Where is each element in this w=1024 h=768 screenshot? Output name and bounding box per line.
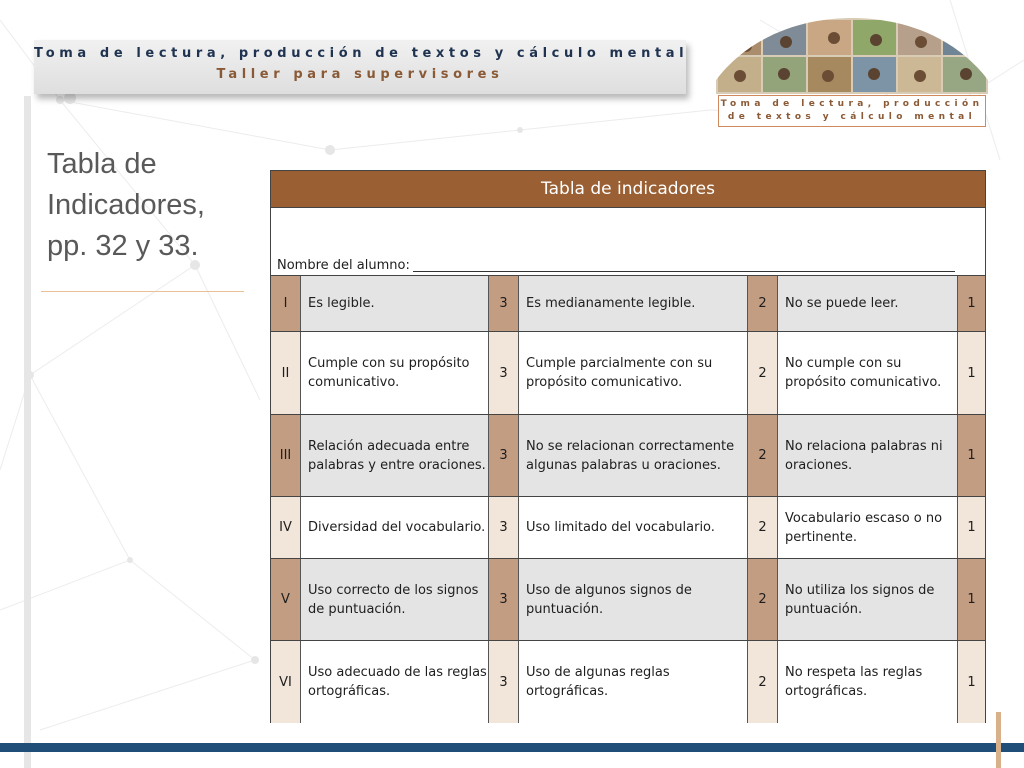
- score-2-cell: 2: [747, 332, 777, 414]
- score-1-cell: 1: [957, 415, 985, 496]
- score-2-cell: 2: [747, 497, 777, 558]
- student-name-label: Nombre del alumno:: [277, 258, 410, 273]
- score-1-cell: 1: [957, 559, 985, 640]
- indicator-level-1-text: No se puede leer.: [777, 276, 957, 331]
- score-3-cell: 3: [488, 415, 518, 496]
- indicator-level-3-text: Diversidad del vocabulario.: [300, 497, 488, 558]
- score-2-cell: 2: [747, 415, 777, 496]
- table-title: Tabla de indicadores: [271, 171, 985, 207]
- slide-title: Tabla de Indicadores, pp. 32 y 33.: [47, 148, 205, 262]
- score-3-cell: 3: [488, 641, 518, 723]
- score-3-cell: 3: [488, 332, 518, 414]
- left-vertical-bar: [24, 96, 31, 768]
- indicator-level-3-text: Relación adecuada entre palabras y entre oraciones.: [300, 415, 488, 496]
- indicator-level-2-text: Es medianamente legible.: [518, 276, 747, 331]
- score-1-cell: 1: [957, 497, 985, 558]
- indicator-level-3-text: Cumple con su propósito comunicativo.: [300, 332, 488, 414]
- table-row: [271, 497, 985, 559]
- indicator-level-3-text: Es legible.: [300, 276, 488, 331]
- student-name-row: [271, 207, 985, 276]
- indicator-number: I: [271, 276, 300, 331]
- logo-caption-line-2: de textos y cálculo mental: [727, 112, 977, 122]
- indicator-level-1-text: No cumple con su propósito comunicativo.: [777, 332, 957, 414]
- indicator-level-1-text: No respeta las reglas ortográficas.: [777, 641, 957, 723]
- header-banner: [34, 40, 689, 94]
- indicator-number: IV: [271, 497, 300, 558]
- indicator-number: III: [271, 415, 300, 496]
- photo-collage-image: [716, 18, 988, 94]
- indicator-rows: [271, 276, 985, 723]
- logo-caption-line-1: Toma de lectura, producción: [720, 99, 984, 109]
- score-2-cell: 2: [747, 641, 777, 723]
- score-2-cell: 2: [747, 276, 777, 331]
- indicators-table: [270, 170, 986, 723]
- indicator-number: V: [271, 559, 300, 640]
- table-row: [271, 276, 985, 332]
- score-2-cell: 2: [747, 559, 777, 640]
- score-3-cell: 3: [488, 276, 518, 331]
- indicator-level-1-text: No relaciona palabras ni oraciones.: [777, 415, 957, 496]
- logo-caption-box: [718, 95, 986, 127]
- program-logo: [716, 18, 988, 128]
- header-subtitle: Taller para supervisores: [216, 67, 504, 82]
- table-row: [271, 332, 985, 415]
- indicator-level-3-text: Uso adecuado de las reglas ortográficas.: [300, 641, 488, 723]
- indicator-number: II: [271, 332, 300, 414]
- bottom-bar: [0, 743, 1024, 752]
- indicator-level-2-text: No se relacionan correctamente algunas palabras u oraciones.: [518, 415, 747, 496]
- table-row: [271, 559, 985, 641]
- indicator-number: VI: [271, 641, 300, 723]
- indicator-level-2-text: Cumple parcialmente con su propósito comunicativo.: [518, 332, 747, 414]
- score-3-cell: 3: [488, 497, 518, 558]
- score-1-cell: 1: [957, 332, 985, 414]
- right-accent-bar: [996, 712, 1001, 768]
- indicator-level-1-text: No utiliza los signos de puntuación.: [777, 559, 957, 640]
- indicator-level-3-text: Uso correcto de los signos de puntuación.: [300, 559, 488, 640]
- score-1-cell: 1: [957, 641, 985, 723]
- table-row: [271, 415, 985, 497]
- header-title: Toma de lectura, producción de textos y cálculo mental: [34, 46, 689, 61]
- indicator-level-2-text: Uso limitado del vocabulario.: [518, 497, 747, 558]
- score-1-cell: 1: [957, 276, 985, 331]
- student-name-blank-line: [413, 271, 955, 272]
- title-divider: [41, 291, 244, 292]
- table-row: [271, 641, 985, 723]
- indicator-level-2-text: Uso de algunas reglas ortográficas.: [518, 641, 747, 723]
- score-3-cell: 3: [488, 559, 518, 640]
- indicator-level-1-text: Vocabulario escaso o no pertinente.: [777, 497, 957, 558]
- indicator-level-2-text: Uso de algunos signos de puntuación.: [518, 559, 747, 640]
